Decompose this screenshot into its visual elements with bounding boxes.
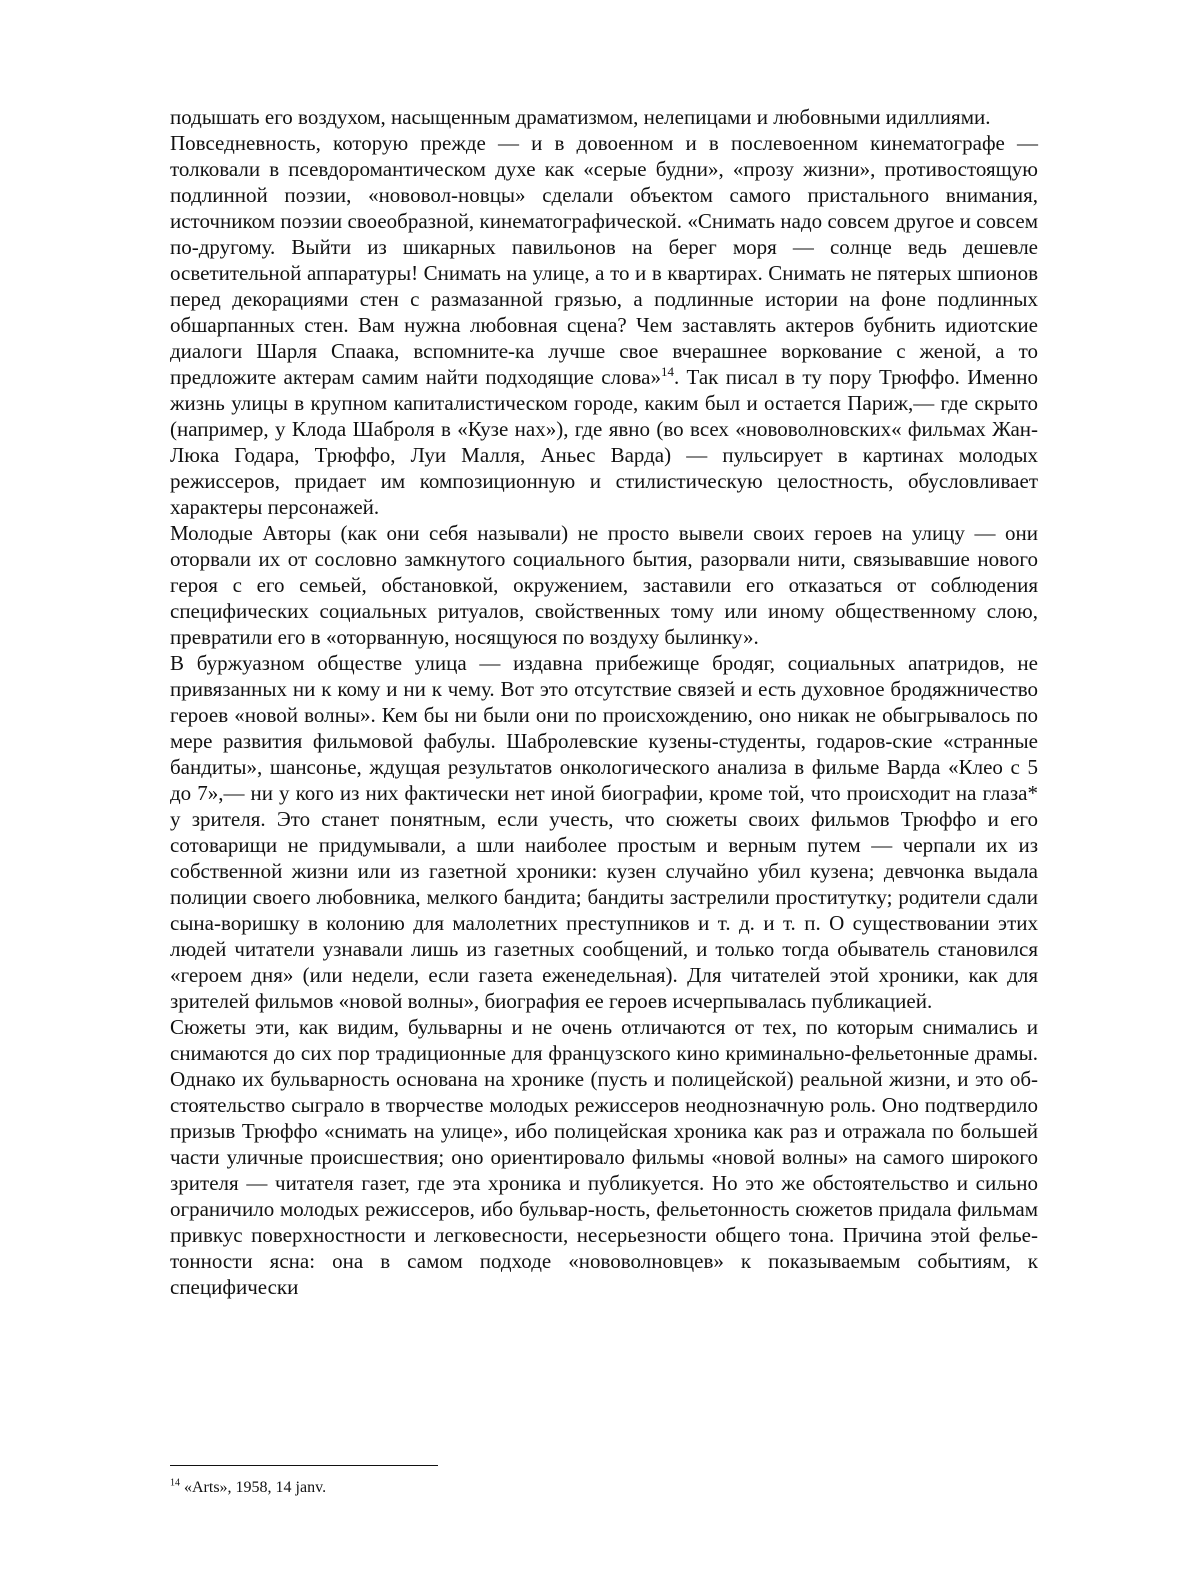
paragraph-text: . Так писал в ту пору Трюффо. Именно жизнь улицы в крупном капиталистическом городе, каким был и остается Париж,— где скрыто (например, у Клода Шаброля в «Кузе нах»), где явно (во всех «нововолновских« фильмах Жан-Люка Годара, Трюффо, Луи Малля, Аньес Варда) — пульсирует в картинах молодых режиссеров, придает им композиционную и стилистическую целостность, обусловливает характеры персонажей. — [170, 365, 1038, 519]
paragraph-text: Повседневность, которую прежде — и в довоенном и в послевоенном кинематографе — толковали в псевдоромантическом духе как «серые будни», «прозу жизни», противостоящую подлинной поэзии, «нововол-новцы» сделали объектом самого пристального внимания, источником поэзии своеобразной, кинематографической. «Снимать надо совсем другое и совсем по-другому. Выйти из шикарных павильонов на берег моря — солнце ведь дешевле осветительной аппаратуры! Снимать на улице, а то и в квартирах. Снимать не пятерых шпионов перед декорациями стен с размазанной грязью, а подлинные истории на фоне подлинных обшарпанных стен. Вам нужна любовная сцена? Чем заставлять актеров бубнить идиотские диалоги Шарля Спаака, вспомните-ка лучше свое вчерашнее воркование с женой, а то предложите актерам самим найти подходящие слова» — [170, 131, 1038, 389]
footnote — [170, 1478, 1038, 1498]
footnote-number: 14 — [170, 1477, 180, 1489]
paragraph-continuation: подышать его воздухом, насыщенным драматизмом, нелепицами и любовными идиллиями. — [170, 105, 991, 129]
paragraph-plots: Сюжеты эти, как видим, бульварны и не очень отличаются от тех, по которым снимались и снимаются до сих пор традиционные для французского кино криминально-фельетонные драмы. Однако их бульварность основана на хронике (пусть и полицейской) реальной жизни, и это об-стоятельство сыграло в творчестве молодых режиссеров неоднозначную роль. Оно подтвердило призыв Трюффо «снимать на улице», ибо полицейская хроника как раз и отражала по большей части уличные происшествия; оно ориентировало фильмы «новой волны» на самого широкого зрителя — читателя газет, где эта хроника и публикуется. Но это же обстоятельство и сильно ограничило молодых режиссеров, ибо бульвар-ность, фельетонность сюжетов придала фильмам привкус поверхностности и легковесности, несерьезности общего тона. Причина этой фелье-тонности ясна: она в самом подходе «нововолновцев» к показываемым событиям, к специфически — [170, 1015, 1038, 1299]
footnote-separator — [170, 1465, 438, 1466]
paragraph-young-authors: Молодые Авторы (как они себя называли) не просто вывели своих героев на улицу — они оторвали их от сословно замкнутого социального бытия, разорвали нити, связывавшие нового героя с его семьей, обстановкой, окружением, заставили его отказаться от соблюдения специфических социальных ритуалов, свойственных тому или иному общественному слою, превратили его в «оторванную, носящуюся по воздуху былинку». — [170, 521, 1038, 649]
body-text — [170, 104, 1038, 1300]
footnote-reference[interactable]: 14 — [660, 364, 674, 379]
footnote-text: «Arts», 1958, 14 janv. — [180, 1479, 327, 1496]
paragraph-bourgeois-street: В буржуазном обществе улица — издавна прибежище бродяг, социальных апатридов, не привязанных ни к кому и ни к чему. Вот это отсутствие связей и есть духовное бродяжничество героев «новой волны». Кем бы ни были они по происхождению, оно никак не обыгрывалось по мере развития фильмовой фабулы. Шабролевские кузены-студенты, годаров-ские «странные бандиты», шансонье, ждущая результатов онкологического анализа в фильме Варда «Клео с 5 до 7»,— ни у кого из них фактически нет иной биографии, кроме той, что происходит на глаза* у зрителя. Это станет понятным, если учесть, что сюжеты своих фильмов Трюффо и его сотоварищи не придумывали, а шли наиболее простым и верным путем — черпали их из собственной жизни или из газетной хроники: кузен случайно убил кузена; девчонка выдала полиции своего любовника, мелкого бандита; бандиты застрелили проститутку; родители сдали сына-воришку в колонию для малолетних преступников и т. д. и т. п. О существовании этих людей читатели узнавали лишь из газетных сообщений, и только тогда обыватель становился «героем дня» (или недели, если газета еженедельная). Для читателей этой хроники, как для зрителей фильмов «новой волны», биография ее героев исчерпывалась публикацией. — [170, 651, 1038, 1013]
paragraph-everyday-life — [170, 130, 1038, 520]
